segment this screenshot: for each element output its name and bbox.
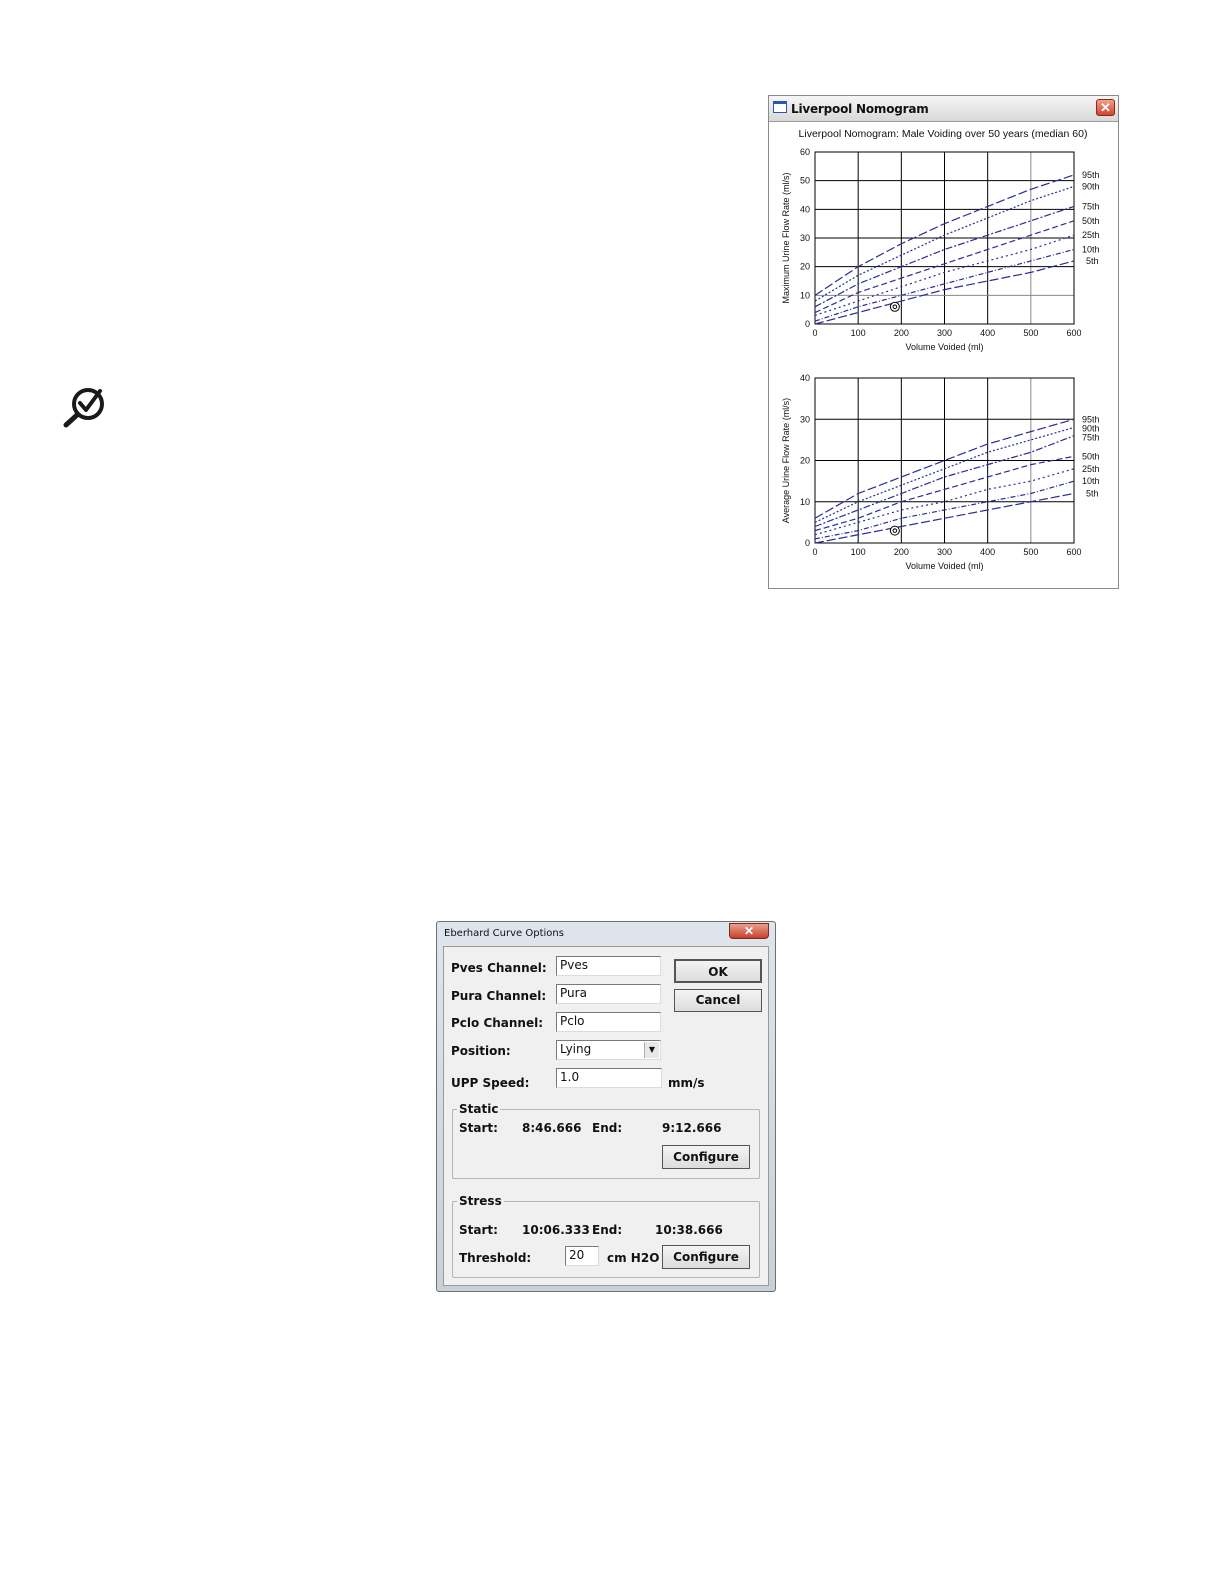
- chart-2-y-axis-label: Average Urine Flow Rate (ml/s): [781, 397, 791, 524]
- chart-title: Liverpool Nomogram: Male Voiding over 50 years (median 60): [798, 128, 1088, 140]
- chart-1-x-tick-label: 0: [812, 328, 818, 338]
- pura-channel-label: Pura Channel:: [451, 989, 547, 1003]
- stress-end-value: 10:38.666: [655, 1223, 723, 1237]
- eberhard-close-button[interactable]: ✕: [729, 923, 769, 939]
- liverpool-nomogram-window: [768, 95, 1119, 589]
- chart-1-y-tick-label: 10: [799, 290, 810, 301]
- static-start-label: Start:: [459, 1121, 498, 1135]
- chart-2-y-tick-label: 10: [799, 496, 810, 507]
- percentile-label-5th: 5th: [1086, 488, 1099, 499]
- eberhard-dialog: [436, 921, 776, 1292]
- percentile-label-10th: 10th: [1082, 244, 1100, 255]
- eberhard-client-area: [443, 946, 769, 1286]
- chart-1-x-tick-label: 500: [1023, 328, 1039, 338]
- chart-2-data-point: [890, 526, 899, 535]
- chart-1-y-tick-label: 0: [804, 319, 810, 329]
- chart-1-y-tick-label: 40: [799, 204, 810, 215]
- percentile-label-5th: 5th: [1086, 255, 1099, 266]
- threshold-input[interactable]: 20: [565, 1246, 599, 1266]
- stress-start-label: Start:: [459, 1223, 498, 1237]
- position-select[interactable]: [556, 1040, 661, 1060]
- stress-group: [452, 1194, 760, 1278]
- nomogram-title-bar[interactable]: [769, 96, 1118, 122]
- pclo-channel-input[interactable]: Pclo: [556, 1012, 661, 1032]
- stress-start-value: 10:06.333: [522, 1223, 590, 1237]
- chart-2-x-tick-label: 300: [936, 547, 953, 557]
- percentile-label-75th: 75th: [1082, 432, 1100, 443]
- cancel-button[interactable]: Cancel: [674, 989, 762, 1012]
- stress-configure-button[interactable]: Configure: [662, 1245, 750, 1269]
- percentile-label-25th: 25th: [1082, 230, 1100, 241]
- pclo-channel-label: Pclo Channel:: [451, 1016, 544, 1030]
- static-group: [452, 1102, 760, 1179]
- chart-1-x-axis-label: Volume Voided (ml): [905, 342, 984, 352]
- search-check-icon: [62, 386, 106, 428]
- chart-2-x-tick-label: 100: [850, 547, 866, 557]
- percentile-label-50th: 50th: [1082, 451, 1100, 462]
- chart-1-y-tick-label: 50: [799, 175, 810, 186]
- threshold-unit: cm H2O: [607, 1251, 660, 1265]
- static-configure-button[interactable]: Configure: [662, 1145, 750, 1169]
- percentile-label-50th: 50th: [1082, 215, 1100, 226]
- percentile-label-90th: 90th: [1082, 423, 1100, 434]
- chart-1-y-tick-label: 20: [799, 261, 810, 272]
- stress-group-title: Stress: [459, 1194, 502, 1208]
- chart-2-x-tick-label: 400: [980, 547, 996, 557]
- chart-2-y-tick-label: 20: [799, 455, 810, 466]
- static-start-value: 8:46.666: [522, 1121, 582, 1135]
- pura-channel-input[interactable]: Pura: [556, 984, 661, 1004]
- ok-button[interactable]: OK: [674, 959, 762, 983]
- static-end-label: End:: [592, 1121, 623, 1135]
- eberhard-dialog-title: Eberhard Curve Options: [444, 928, 564, 939]
- static-group-title: Static: [459, 1102, 499, 1116]
- chart-1-x-tick-label: 600: [1066, 328, 1082, 338]
- chart-1-x-tick-label: 100: [850, 328, 866, 338]
- percentile-label-95th: 95th: [1082, 414, 1100, 425]
- stress-end-label: End:: [592, 1223, 623, 1237]
- chart-2-x-axis-label: Volume Voided (ml): [905, 561, 984, 571]
- threshold-label: Threshold:: [459, 1251, 532, 1265]
- pves-channel-input[interactable]: Pves: [556, 956, 661, 976]
- upp-speed-input[interactable]: 1.0: [556, 1068, 662, 1088]
- chart-1-y-tick-label: 30: [799, 233, 810, 243]
- upp-speed-unit: mm/s: [668, 1076, 705, 1090]
- nomogram-window-title: Liverpool Nomogram: [791, 102, 929, 116]
- static-end-value: 9:12.666: [662, 1121, 722, 1135]
- position-select-value: Lying: [560, 1042, 592, 1056]
- chart-2-x-tick-label: 200: [893, 547, 909, 557]
- window-icon: [773, 101, 787, 113]
- chart-1-x-tick-label: 300: [936, 328, 953, 338]
- nomogram-body: [769, 122, 1118, 588]
- percentile-label-95th: 95th: [1082, 169, 1100, 180]
- chart-2-x-tick-label: 500: [1023, 547, 1039, 557]
- chart-2-x-tick-label: 600: [1066, 547, 1082, 557]
- nomogram-close-button[interactable]: ✕: [1096, 99, 1115, 116]
- upp-speed-label: UPP Speed:: [451, 1076, 530, 1090]
- chart-2-y-tick-label: 40: [799, 373, 810, 383]
- chart-1-x-tick-label: 200: [893, 328, 909, 338]
- position-label: Position:: [451, 1044, 511, 1058]
- percentile-label-75th: 75th: [1082, 201, 1100, 212]
- chart-1-y-axis-label: Maximum Urine Flow Rate (ml/s): [781, 172, 791, 304]
- chart-1-y-tick-label: 60: [799, 147, 810, 157]
- chart-2-x-tick-label: 0: [812, 547, 818, 557]
- chart-2-y-tick-label: 30: [799, 414, 810, 425]
- percentile-label-90th: 90th: [1082, 181, 1100, 192]
- chart-1-x-tick-label: 400: [980, 328, 996, 338]
- chart-1-data-point: [890, 302, 899, 311]
- dropdown-arrow-icon[interactable]: ▼: [644, 1042, 659, 1058]
- percentile-label-25th: 25th: [1082, 463, 1100, 474]
- percentile-label-10th: 10th: [1082, 476, 1100, 487]
- nomogram-charts: [769, 122, 1118, 588]
- pves-channel-label: Pves Channel:: [451, 961, 547, 975]
- chart-2-y-tick-label: 0: [804, 538, 810, 548]
